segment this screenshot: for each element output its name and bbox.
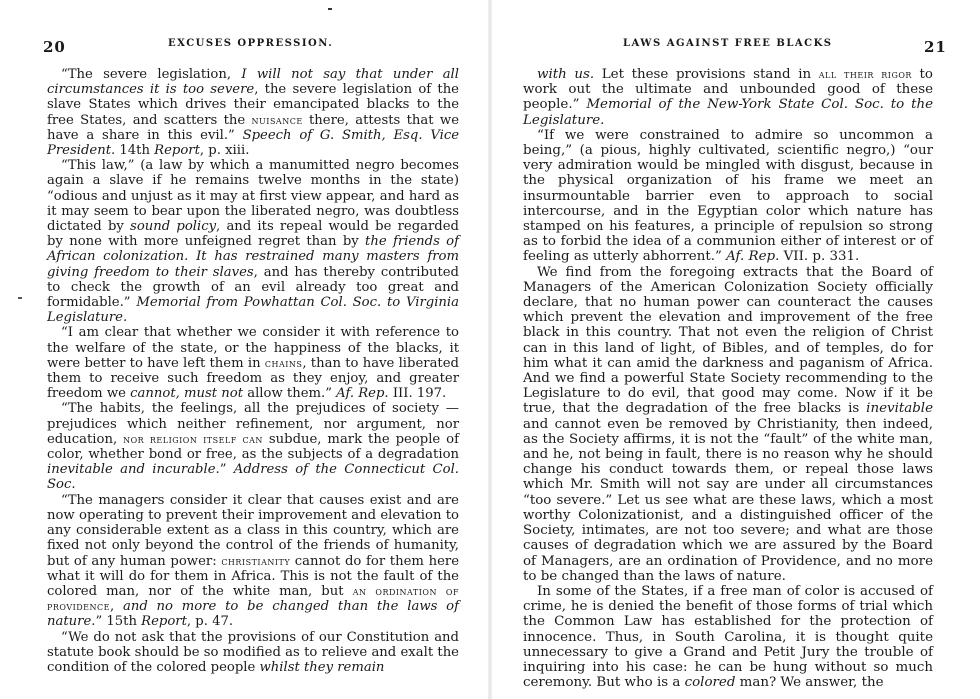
running-head: LAWS AGAINST FREE BLACKS	[623, 38, 833, 49]
text-run: subdue, mark the people of color, whether bond or free, as the subjects of a degradation	[47, 431, 459, 463]
italic-text: Report	[154, 143, 200, 159]
paragraph	[47, 401, 459, 492]
text-run: VII. p. 331.	[779, 249, 860, 265]
right-page	[490, 0, 980, 699]
text-run: “We do not ask that the provisions of our Constitution and statute book should be so modified as to relieve and exalt the condition of the colored people	[47, 629, 459, 675]
text-run: “The managers consider it clear that causes exist and are now operating to prevent their improvement and elevation to any considerable extent as a class in this country, which are fixed not only beyond the control of the friends of humanity, but of any human power:	[47, 492, 459, 569]
page-body	[47, 67, 459, 675]
text-run: , the severe legislation of the slave States which drives their emancipated blacks to the free States, and scatters the	[47, 82, 459, 128]
text-run: .” 15th	[91, 614, 142, 630]
text-run: , p. xiii.	[199, 143, 250, 159]
small-caps-text: all their rigor	[818, 68, 912, 81]
italic-text: and no more to be changed than the laws of nature	[47, 599, 459, 630]
page-number: 21	[924, 38, 947, 56]
italic-text: the friends of African colonization. It has restrained many masters from giving freedom to their slaves	[47, 234, 459, 280]
italic-text: I will not say that under all circumstances it is too severe	[47, 67, 459, 98]
italic-text: with us.	[537, 67, 595, 82]
italic-text: Memorial from Powhattan Col. Soc. to Virginia Legislature.	[47, 295, 459, 326]
text-run: , and has thereby contributed to check the growth of an evil already too great and formidable.”	[47, 264, 459, 311]
small-caps-text: nuisance	[251, 113, 303, 127]
text-run: “The habits, the feelings, all the prejudices of society —prejudices which neither refinement, nor argument, nor education,	[47, 401, 459, 447]
small-caps-text: chains	[264, 356, 303, 370]
text-run: man? We answer, the	[735, 675, 884, 691]
paragraph	[523, 128, 933, 265]
small-caps-text: an ordination of providence	[47, 584, 459, 614]
text-run: ,	[109, 599, 123, 615]
text-run: “This law,” (a law by which a manumitted negro becomes again a slave if he remains twelve months in the state) “odious and unjust as it may at first view appear, and hard as it may seem to bear upon the liberated negro, was doubtless dictated by	[47, 158, 459, 235]
text-run: .”	[215, 462, 234, 478]
text-run: III. 197.	[388, 386, 447, 402]
paragraph	[523, 265, 933, 584]
text-run: cannot do for them here what it will do for them in Africa. This is not the fault of the colored man, nor of the white man, but	[47, 553, 459, 599]
paragraph	[47, 493, 459, 630]
italic-text: Af. Rep.	[726, 249, 780, 265]
italic-text: cannot, must not	[130, 386, 244, 402]
italic-text: Report	[141, 614, 187, 630]
paragraph	[47, 325, 459, 401]
paragraph	[47, 158, 459, 325]
text-run: there, attests that we have a share in this evil.”	[47, 112, 459, 143]
page-body	[523, 67, 933, 690]
text-run: In some of the States, if a free man of color is accused of crime, he is denied the benefit of those forms of trial which the Common Law has established for the protection of innocence. Thus, in South Carolina, it is thought quite unnecessary to give a Grand and Petit Jury the trouble of inquiring into his case: he can be hung without so much ceremony. But who is a	[523, 583, 933, 691]
text-run: “I am clear that whether we consider it with reference to the welfare of the state, or the happiness of the blacks, it were better to have left them in	[47, 325, 459, 371]
text-run: 14th	[115, 143, 155, 159]
italic-text: colored	[684, 675, 736, 691]
italic-text: Address of the Connecticut Col. Soc.	[47, 462, 459, 493]
italic-text: whilst they remain	[259, 659, 385, 675]
paragraph	[523, 67, 933, 128]
paragraph	[47, 67, 459, 158]
text-run: “The severe legislation,	[61, 67, 242, 82]
small-caps-text: nor religion itself can	[123, 432, 263, 446]
text-run: to work out the ultimate and unbounded good of these people.”	[523, 67, 933, 113]
text-run: , and its repeal would be regarded by none with more unfeigned regret than by	[47, 219, 459, 250]
italic-text: Speech of G. Smith, Esq. Vice President.	[47, 127, 460, 159]
paragraph	[523, 584, 933, 690]
paragraph	[47, 630, 459, 676]
text-run: allow them.”	[243, 386, 337, 402]
running-head: EXCUSES OPPRESSION.	[168, 38, 334, 49]
text-run: , p. 47.	[186, 614, 234, 630]
text-run: We find from the foregoing extracts that the Board of Managers of the American Colonization Society officially declare, that no human power can counteract the causes which prevent the elevation and improvement of the free black in this country. That not even the religion of Christ can in this land of light, of Bibles, and of temples, do for him what it can amid the darkness and paganism of Africa. And we find a powerful State Society recommending to the Legislature to do evil, that good may come. Now if it be true, that the degradation of the free blacks is	[523, 264, 933, 417]
italic-text: inevitable	[866, 401, 933, 417]
text-run: and cannot even be removed by Christianity, then indeed, as the Society affirms, it is not the “fault” of the white man, and he, not being in fault, there is no reason why he should change his conduct towards them, or repeal those laws which Mr. Smith will not say are under all circumstances “too severe.” Let us see what are these laws, which a most worthy Colonizationist, and a distinguished officer of the Society, intimates, are not too severe; and what are those causes of degradation which we are assured by the Board of Managers, are an ordination of Providence, and no more to be changed than the laws of nature.	[523, 416, 933, 584]
italic-text: Memorial of the New-York State Col. Soc. to the Legislature.	[523, 97, 933, 128]
text-run: “If we were constrained to admire so uncommon a being,” (a pious, highly cultivated, scientific negro,) “our very admiration would be mingled with disgust, because in the physical organization of his frame we meet an insurmountable barrier even to approach to social intercourse, and in the Egyptian color which nature has stamped on his features, a principle of repulsion so strong as to forbid the idea of a communion either of interest or of feeling as utterly abhorrent.”	[523, 127, 933, 265]
text-run: , than to have liberated them to receive such freedom as they enjoy, and greater freedom we	[47, 355, 459, 402]
small-caps-text: christianity	[221, 554, 291, 568]
text-run: Let these provisions stand in	[594, 67, 819, 82]
scan-mark	[18, 297, 22, 299]
italic-text: Af. Rep.	[336, 386, 389, 402]
page-number: 20	[43, 38, 66, 56]
italic-text: inevitable and incurable	[47, 462, 216, 478]
italic-text: sound policy	[130, 219, 217, 235]
